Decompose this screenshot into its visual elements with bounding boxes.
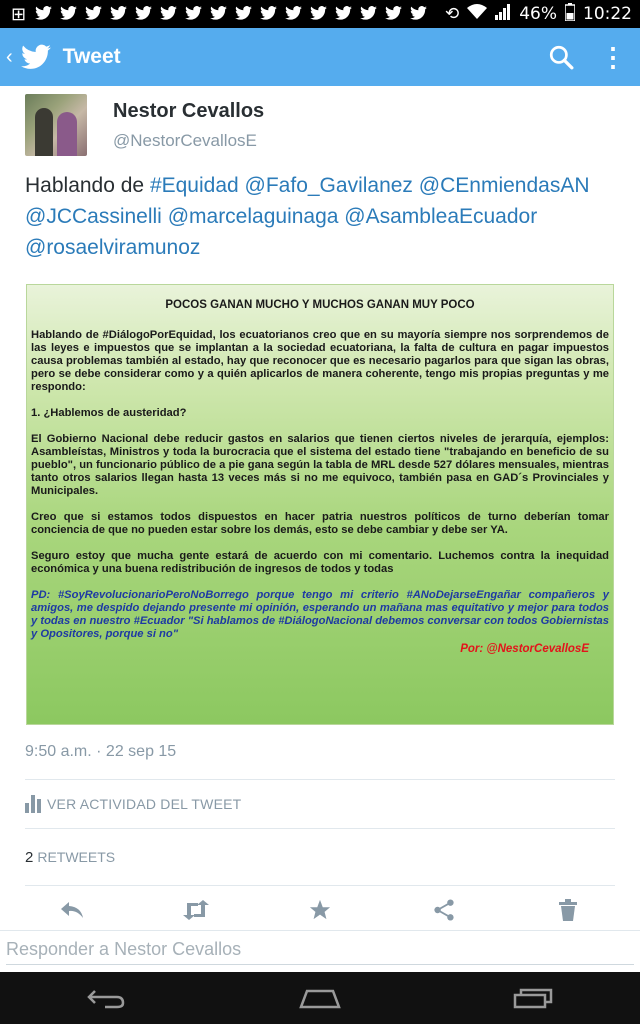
- image-title: POCOS GANAN MUCHO Y MUCHOS GANAN MUY POCO: [165, 299, 475, 311]
- tweet-text-segment: Hablando de: [25, 174, 150, 197]
- activity-label: VER ACTIVIDAD DEL TWEET: [47, 796, 242, 812]
- recent-apps-icon[interactable]: [503, 978, 563, 1018]
- twitter-icon: [208, 4, 229, 25]
- status-right: [445, 3, 632, 26]
- retweet-count: 2: [25, 848, 34, 866]
- battery-level: 46%: [519, 4, 557, 24]
- mention-link[interactable]: @AsambleaEcuador: [344, 205, 538, 228]
- retweets-count[interactable]: [0, 829, 640, 885]
- search-icon[interactable]: [548, 44, 574, 70]
- image-postscript: PD: #SoyRevolucionarioPeroNoBorrego porque tengo mi criterio #ANoDejarseEngañar compañeros y amigos, me despido dejando presente mi opinión, esperando un mañana mas equitativo y mejor para todos y todas en nuestro #Ecuador "Si hablamos de #DiálogoNacional debemos conversar con todos Gobiernistas y Opositores, porque si no": [31, 589, 609, 640]
- twitter-icon: [33, 4, 54, 25]
- signal-icon: [495, 4, 511, 25]
- twitter-icon: [333, 4, 354, 25]
- tweet-detail: [0, 86, 640, 934]
- delete-trash-icon[interactable]: [548, 890, 588, 930]
- mention-link[interactable]: @JCCassinelli: [25, 205, 162, 228]
- image-paragraph: 1. ¿Hablemos de austeridad?: [31, 407, 187, 419]
- clock: 10:22: [583, 4, 632, 24]
- retweet-icon[interactable]: [176, 890, 216, 930]
- twitter-icon: [58, 4, 79, 25]
- view-activity-link[interactable]: [0, 780, 640, 828]
- twitter-icon: [133, 4, 154, 25]
- twitter-icon: [283, 4, 304, 25]
- twitter-icon: [108, 4, 129, 25]
- image-paragraph: Creo que si estamos todos dispuestos en hacer patria nuestros políticos de turno deberían tomar conciencia de que no pueden estar sobre los demás, esto se debe cambiar y debe ser YA.: [31, 511, 609, 536]
- tweet-timestamp: 9:50 a.m. · 22 sep 15: [25, 743, 177, 760]
- retweet-label: RETWEETS: [37, 849, 116, 865]
- home-icon[interactable]: [290, 978, 350, 1018]
- favorite-star-icon[interactable]: [300, 890, 340, 930]
- twitter-icon: [183, 4, 204, 25]
- reply-bar: [0, 930, 640, 972]
- tweet-text: [0, 164, 640, 284]
- twitter-icon: [383, 4, 404, 25]
- avatar[interactable]: [25, 94, 87, 156]
- reply-icon[interactable]: [52, 890, 92, 930]
- twitter-icon: [158, 4, 179, 25]
- app-bar: [0, 28, 640, 86]
- image-paragraph: Seguro estoy que mucha gente estará de acuerdo con mi comentario. Luchemos contra la inequidad económica y una buena redistribución de ingresos de todos y todas: [31, 550, 609, 575]
- plus-box-icon: ⊞: [10, 3, 27, 25]
- author-handle: @NestorCevallosE: [113, 131, 257, 150]
- rotate-icon: ⟲: [444, 4, 460, 24]
- mention-link[interactable]: @CEnmiendasAN: [418, 174, 590, 197]
- reply-input[interactable]: [6, 939, 634, 965]
- twitter-icon: [358, 4, 379, 25]
- tweet-actions: [0, 886, 640, 934]
- tweet-image[interactable]: [26, 284, 614, 725]
- notification-icons: [8, 4, 429, 25]
- mention-link[interactable]: @rosaelviramunoz: [25, 236, 201, 259]
- back-chevron-icon[interactable]: ‹: [6, 45, 13, 68]
- image-paragraph: Hablando de #DiálogoPorEquidad, los ecuatorianos creo que en su mayoría siempre nos sorprendemos de las leyes e impuestos que se implantan a la sociedad ecuatoriana, la falta de cultura en pagar impuestos causa problemas también al estado, hay que reconocer que es necesario pagarlos para que sigan las obras, pero se debe considerar como y a quién aplicarlos de manera coherente, tengo mis propias preguntas y me respondo:: [31, 329, 609, 393]
- twitter-icon: [233, 4, 254, 25]
- back-icon[interactable]: [77, 978, 137, 1018]
- image-paragraph: El Gobierno Nacional debe reducir gastos en salarios que tienen ciertos niveles de jerarquía, ejemplos: Asambleístas, Ministros y toda la burocracia que el sistema del estado tiene "trabajando en beneficio de su pueblo", un funcionario público de a pie gana según la tabla de MRL desde 527 dólares mensuales, mientras tanto otros salarios llegan hasta 13 veces más si no me equivoco, también pasa en GAD´s Provinciales y Municipales.: [31, 433, 609, 497]
- twitter-icon: [408, 4, 429, 25]
- hashtag-link[interactable]: #Equidad: [149, 174, 239, 197]
- twitter-icon: [308, 4, 329, 25]
- mention-link[interactable]: @Fafo_Gavilanez: [244, 174, 413, 197]
- status-bar: [0, 0, 640, 28]
- app-bar-title: Tweet: [62, 45, 121, 68]
- overflow-menu-icon[interactable]: ⋮: [600, 42, 626, 72]
- tweet-author[interactable]: [0, 86, 640, 164]
- bar-chart-icon: [25, 795, 41, 813]
- image-signature: Por: @NestorCevallosE: [460, 643, 589, 655]
- twitter-logo-icon[interactable]: [21, 44, 51, 70]
- twitter-icon: [83, 4, 104, 25]
- battery-icon: [565, 3, 575, 26]
- wifi-icon: [467, 4, 487, 25]
- twitter-icon: [258, 4, 279, 25]
- system-navigation-bar: [0, 972, 640, 1024]
- author-name[interactable]: Nestor Cevallos: [113, 100, 265, 122]
- mention-link[interactable]: @marcelaguinaga: [167, 205, 339, 228]
- share-icon[interactable]: [424, 890, 464, 930]
